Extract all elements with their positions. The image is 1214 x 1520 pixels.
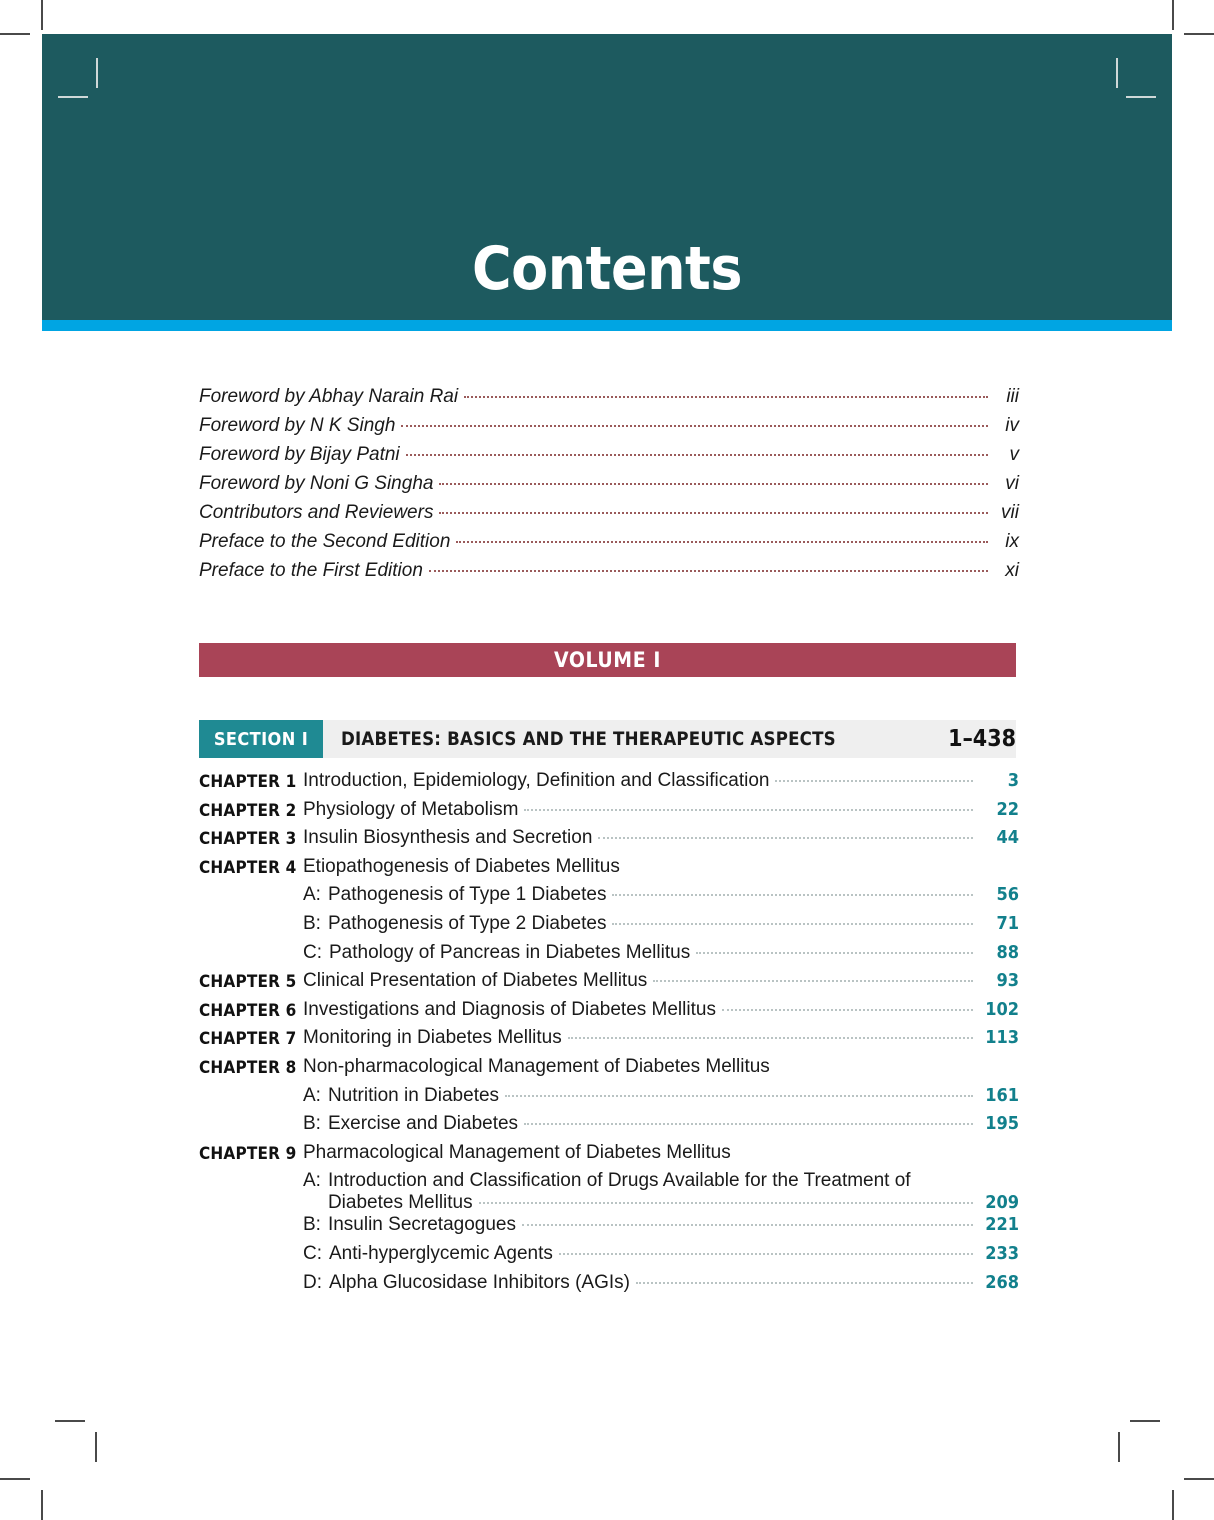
subitem-letter: A:: [303, 1084, 321, 1106]
leader-dots: [505, 1094, 973, 1097]
chapter-title: Insulin Biosynthesis and Secretion: [303, 827, 593, 849]
chapter-number: CHAPTER 5: [199, 972, 297, 993]
chapter-number-spacer: [199, 942, 303, 944]
chapter-number-spacer: [199, 913, 303, 915]
subitem-title: Alpha Glucosidase Inhibitors (AGIs): [329, 1271, 630, 1293]
chapter-subitem-row[interactable]: [199, 1085, 1019, 1114]
chapter-number-spacer: [199, 1113, 303, 1115]
chapter-subitem-row[interactable]: [199, 1214, 1019, 1243]
chapter-subitem-row[interactable]: [199, 913, 1019, 942]
chapter-row[interactable]: [199, 970, 1019, 999]
crop-mark-top-left-vertical: [41, 0, 43, 30]
subitem-title: Pathogenesis of Type 1 Diabetes: [327, 884, 607, 906]
contents-banner: [42, 34, 1172, 322]
front-matter-page-number: ix: [1005, 531, 1019, 552]
chapter-row[interactable]: [199, 799, 1019, 828]
chapter-page-number: 88: [996, 941, 1019, 963]
chapter-subitem-row[interactable]: [199, 884, 1019, 913]
front-matter-page-number: iii: [1006, 386, 1019, 407]
subitem-title: Nutrition in Diabetes: [327, 1084, 500, 1106]
trim-tick-top-right-horizontal: [1126, 96, 1156, 98]
section-heading-row: [199, 720, 1016, 758]
leader-dots: [439, 482, 988, 485]
leader-dots: [653, 979, 973, 982]
chapter-title: Monitoring in Diabetes Mellitus: [303, 1027, 562, 1049]
chapter-number: CHAPTER 9: [199, 1143, 297, 1164]
chapter-number: CHAPTER 1: [199, 772, 297, 792]
front-matter-page-number: xi: [1005, 560, 1019, 581]
section-badge: SECTION I: [199, 720, 323, 758]
banner-accent-rule: [42, 320, 1172, 331]
subitem-title: Anti-hyperglycemic Agents: [329, 1242, 553, 1264]
chapter-number-spacer: [199, 1272, 303, 1274]
crop-mark-bottom-left-horizontal: [0, 1478, 30, 1480]
chapter-subitem-row[interactable]: [199, 1272, 1019, 1301]
front-matter-page-number: vi: [1005, 473, 1019, 494]
front-matter-row[interactable]: [199, 531, 1019, 560]
chapter-page-number: 161: [985, 1084, 1019, 1106]
chapter-row[interactable]: [199, 1056, 1019, 1085]
trim-tick-top-left-vertical: [96, 58, 98, 88]
chapter-page-number: 221: [985, 1214, 1019, 1236]
leader-dots: [406, 453, 988, 456]
front-matter-row[interactable]: [199, 444, 1019, 473]
chapter-page-number: 233: [985, 1242, 1019, 1264]
front-matter-row[interactable]: [199, 473, 1019, 502]
front-matter-row[interactable]: [199, 415, 1019, 444]
section-title: DIABETES: BASICS AND THE THERAPEUTIC ASPECTS: [323, 720, 1016, 758]
volume-heading: VOLUME I: [199, 643, 1016, 677]
leader-dots: [612, 922, 973, 925]
chapter-row[interactable]: [199, 827, 1019, 856]
leader-dots: [612, 893, 973, 896]
chapter-title: Clinical Presentation of Diabetes Mellitus: [303, 970, 648, 992]
chapter-title: Investigations and Diagnosis of Diabetes Mellitus: [303, 998, 716, 1020]
chapter-number-spacer: [199, 884, 303, 886]
front-matter-label: Preface to the Second Edition: [199, 531, 451, 552]
chapter-page-number: 102: [985, 998, 1019, 1020]
chapter-row[interactable]: [199, 1142, 1019, 1171]
chapter-page-number: 195: [985, 1113, 1019, 1135]
subitem-title-continued: Diabetes Mellitus: [327, 1192, 473, 1214]
trim-tick-bottom-left-horizontal: [55, 1420, 85, 1422]
chapter-title: Introduction, Epidemiology, Definition and Classification: [303, 770, 770, 791]
crop-mark-top-right-horizontal: [1184, 33, 1214, 35]
chapter-page-number: 93: [996, 970, 1019, 992]
trim-tick-top-right-vertical: [1116, 58, 1118, 88]
trim-tick-bottom-right-vertical: [1118, 1432, 1120, 1462]
chapter-page-number: 268: [985, 1271, 1019, 1293]
subitem-letter: A:: [303, 1170, 321, 1192]
subitem-title: Pathology of Pancreas in Diabetes Mellitus: [329, 941, 691, 963]
front-matter-label: Contributors and Reviewers: [199, 502, 434, 523]
leader-dots: [464, 395, 988, 398]
crop-mark-bottom-right-vertical: [1172, 1490, 1174, 1520]
subitem-title: Exercise and Diabetes: [327, 1113, 519, 1135]
subitem-letter: B:: [303, 912, 321, 934]
front-matter-label: Foreword by N K Singh: [199, 415, 396, 436]
trim-tick-top-left-horizontal: [58, 96, 88, 98]
crop-mark-top-left-horizontal: [0, 33, 30, 35]
leader-dots: [524, 1122, 973, 1125]
leader-dots: [401, 424, 988, 427]
chapter-row[interactable]: [199, 1027, 1019, 1056]
front-matter-row[interactable]: [199, 386, 1019, 415]
crop-mark-bottom-left-vertical: [41, 1490, 43, 1520]
chapter-number-spacer: [199, 1085, 303, 1087]
leader-dots: [636, 1281, 973, 1284]
leader-dots: [429, 569, 988, 572]
crop-mark-bottom-right-horizontal: [1184, 1478, 1214, 1480]
leader-dots: [524, 808, 973, 811]
chapter-subitem-row[interactable]: [199, 1113, 1019, 1142]
front-matter-label: Preface to the First Edition: [199, 560, 423, 581]
leader-dots: [696, 951, 973, 954]
leader-dots: [568, 1036, 973, 1039]
leader-dots: [559, 1252, 973, 1255]
leader-dots: [439, 511, 988, 514]
chapter-page-number: 3: [1007, 770, 1019, 791]
front-matter-page-number: iv: [1005, 415, 1019, 436]
chapter-subitem-row[interactable]: [199, 942, 1019, 971]
chapter-title: Etiopathogenesis of Diabetes Mellitus: [303, 855, 620, 877]
front-matter-label: Foreword by Abhay Narain Rai: [199, 386, 459, 407]
subitem-title: Pathogenesis of Type 2 Diabetes: [327, 912, 607, 934]
subitem-letter: C:: [303, 1242, 322, 1264]
chapter-title: Non-pharmacological Management of Diabetes Mellitus: [303, 1055, 770, 1077]
subitem-letter: B:: [303, 1214, 321, 1236]
chapter-number: CHAPTER 8: [199, 1057, 297, 1078]
chapter-number: CHAPTER 3: [199, 829, 297, 850]
chapter-number-spacer: [199, 1170, 303, 1172]
chapter-page-number: 209: [985, 1192, 1019, 1214]
trim-tick-bottom-right-horizontal: [1130, 1420, 1160, 1422]
subitem-letter: D:: [303, 1271, 322, 1293]
chapter-page-number: 22: [996, 798, 1019, 820]
leader-dots: [479, 1201, 973, 1204]
chapter-row[interactable]: [199, 856, 1019, 885]
subitem-title: Insulin Secretagogues: [327, 1214, 516, 1236]
front-matter-row[interactable]: [199, 560, 1019, 589]
subitem-letter: B:: [303, 1113, 321, 1135]
subitem-title: Introduction and Classification of Drugs Available for the Treatment of: [327, 1170, 911, 1192]
chapter-page-number: 44: [996, 827, 1019, 849]
chapter-number: CHAPTER 2: [199, 800, 297, 821]
chapter-number-spacer: [199, 1214, 303, 1216]
trim-tick-bottom-left-vertical: [95, 1432, 97, 1462]
chapter-subitem-row[interactable]: [199, 1243, 1019, 1272]
leader-dots: [722, 1008, 973, 1011]
chapter-number: CHAPTER 4: [199, 857, 297, 878]
chapter-title: Pharmacological Management of Diabetes Mellitus: [303, 1141, 731, 1163]
chapter-row[interactable]: [199, 770, 1019, 799]
chapter-page-number: 71: [996, 912, 1019, 934]
subitem-letter: C:: [303, 941, 322, 963]
chapter-row[interactable]: [199, 999, 1019, 1028]
chapter-list: [199, 770, 1019, 1300]
chapter-title: Physiology of Metabolism: [303, 798, 519, 820]
chapter-number: CHAPTER 7: [199, 1029, 297, 1050]
chapter-subitem-row[interactable]: [199, 1170, 1019, 1214]
front-matter-label: Foreword by Noni G Singha: [199, 473, 434, 494]
leader-dots: [456, 540, 988, 543]
chapter-page-number: 56: [996, 884, 1019, 906]
page-title: Contents: [472, 234, 742, 304]
subitem-letter: A:: [303, 884, 321, 906]
leader-dots: [775, 779, 973, 782]
leader-dots: [598, 836, 973, 839]
front-matter-label: Foreword by Bijay Patni: [199, 444, 400, 465]
front-matter-page-number: vii: [1001, 502, 1019, 523]
front-matter-row[interactable]: [199, 502, 1019, 531]
crop-mark-top-right-vertical: [1172, 0, 1174, 30]
front-matter-list: [199, 386, 1019, 589]
chapter-number-spacer: [199, 1243, 303, 1245]
front-matter-page-number: v: [1009, 444, 1019, 465]
leader-dots: [522, 1223, 973, 1226]
chapter-page-number: 113: [985, 1027, 1019, 1049]
chapter-number: CHAPTER 6: [199, 1000, 297, 1021]
section-page-range: 1–438: [948, 726, 1016, 752]
